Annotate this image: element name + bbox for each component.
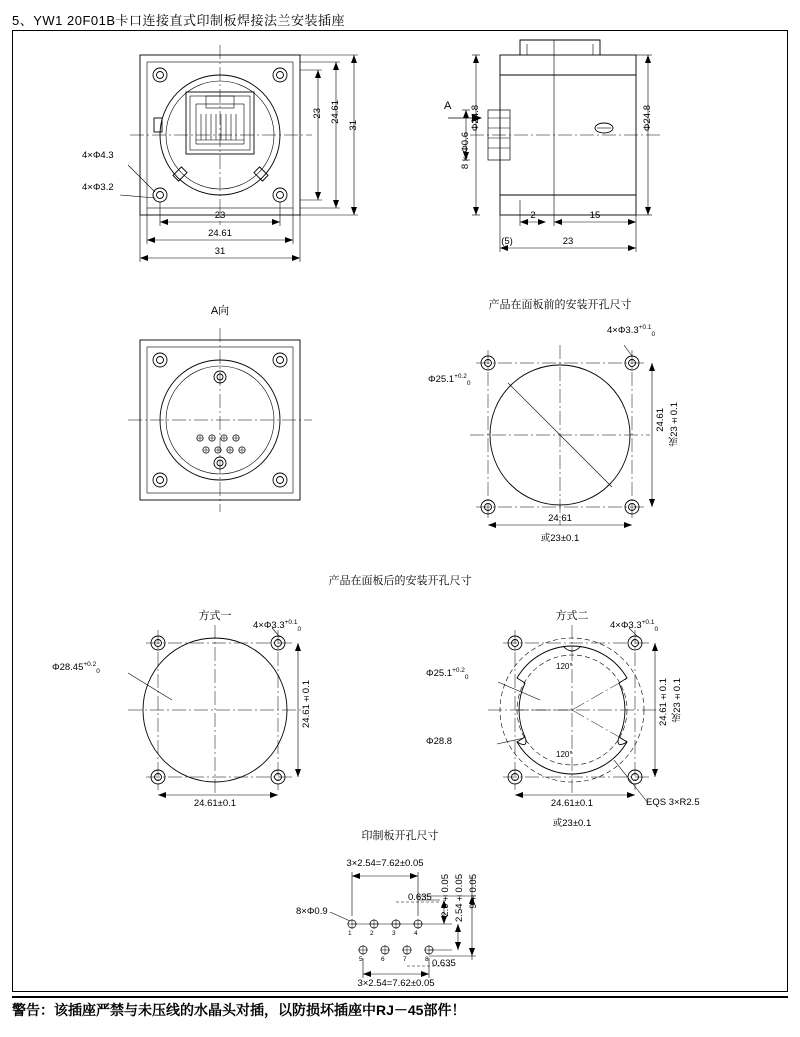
side-dim-23: 23 [562, 236, 574, 247]
panel-front-bore: Φ25.1 [428, 374, 455, 385]
method-two-bore: Φ25.1 [426, 668, 453, 679]
pcb-pin-2: 2 [370, 930, 374, 937]
method-two-caption: 方式二 [555, 610, 589, 622]
side-phi06: 8×Φ0.6 [460, 132, 471, 170]
method-two-holes-sub: 0 [654, 625, 659, 633]
pcb-pin-4: 4 [414, 930, 418, 937]
side-dim-2: 2 [530, 210, 536, 221]
pcb-pin-3: 3 [392, 930, 396, 937]
pcb-pin-7: 7 [403, 956, 407, 963]
panel-front-h-alt: 或23±0.1 [540, 533, 580, 544]
warning-note: 警告：该插座严禁与未压线的水晶头对插，以防损坏插座中RJ－45部件！ [12, 1002, 466, 1018]
footer-divider [12, 996, 788, 998]
pcb-v2: 2.54±0.05 [454, 874, 465, 922]
panel-front-v-main: 24.61 [655, 408, 666, 432]
method-one-holes-sub: 0 [297, 625, 302, 633]
method-two-angle-1: 120° [556, 662, 573, 671]
pcb-pin-8: 8 [425, 956, 429, 963]
method-two-v-alt: 或23±0.1 [672, 678, 683, 723]
front-hole-4x32: 4×Φ3.2 [82, 182, 114, 193]
method-one-bore-sup: +0.2 [83, 660, 97, 668]
method-one-v-main: 24.61±0.1 [301, 680, 312, 728]
method-two-eqs: EQS 3×R2.5 [646, 797, 700, 808]
front-dim-23-h: 23 [214, 210, 226, 221]
side-dim-5: (5) [501, 236, 513, 247]
pcb-pin-6: 6 [381, 956, 385, 963]
pcb-v1: 2.9±0.05 [440, 874, 451, 917]
pcb-offset-bottom: 0.635 [432, 958, 456, 969]
front-dim-31-h: 31 [214, 246, 226, 257]
method-one-bore-sub: 0 [96, 667, 100, 675]
pcb-caption: 印制板开孔尺寸 [361, 830, 439, 842]
method-two-angle-2: 120° [556, 750, 573, 759]
method-one-caption: 方式一 [198, 610, 232, 622]
rear-view-caption: A向 [210, 305, 230, 317]
method-two-v-main: 24.61±0.1 [658, 678, 669, 726]
method-one-bore: Φ28.45 [52, 662, 84, 673]
front-dim-31-v: 31 [348, 120, 359, 131]
method-two-bore-sup: +0.2 [452, 666, 465, 674]
panel-front-h-main: 24.61 [548, 513, 572, 524]
pcb-top-pitch: 3×2.54=7.62±0.05 [346, 858, 424, 869]
panel-front-v-alt: 或23±0.1 [669, 402, 680, 447]
side-arrow-a: A [444, 100, 452, 112]
method-two-h-alt: 或23±0.1 [552, 818, 592, 829]
pcb-pin-5: 5 [359, 956, 363, 963]
method-two-holes-sup: +0.1 [641, 618, 655, 626]
method-two-bore-sub: 0 [464, 673, 469, 681]
pcb-v3: 9±0.05 [468, 874, 479, 909]
pcb-holes: 8×Φ0.9 [296, 906, 328, 917]
panel-front-holes: 4×Φ3.3 [607, 325, 639, 336]
panel-front-holes-sub: 0 [651, 330, 656, 338]
page-title: 5、YW1 20F01B卡口连接直式印制板焊接法兰安装插座 [12, 13, 346, 28]
method-one-holes-sup: +0.1 [284, 618, 298, 626]
panel-front-bore-sub: 0 [466, 379, 471, 387]
pcb-bottom-pitch: 3×2.54=7.62±0.05 [357, 978, 435, 989]
pcb-offset-top: 0.635 [408, 892, 432, 903]
front-dim-23-v: 23 [312, 108, 323, 119]
front-hole-4x43: 4×Φ4.3 [82, 150, 114, 161]
method-one-holes: 4×Φ3.3 [253, 620, 285, 631]
method-two-holes: 4×Φ3.3 [610, 620, 642, 631]
side-phi248-right: Φ24.8 [642, 105, 653, 132]
pcb-pin-1: 1 [348, 930, 352, 937]
front-dim-2461-v: 24.61 [330, 100, 341, 124]
front-dim-2461-h: 24.61 [208, 228, 232, 239]
panel-front-bore-sup: +0.2 [454, 372, 467, 380]
method-one-h-main: 24.61±0.1 [193, 798, 237, 809]
side-phi248-left: Φ24.8 [470, 105, 481, 132]
panel-front-caption: 产品在面板前的安装开孔尺寸 [488, 299, 632, 311]
method-two-h-main: 24.61±0.1 [550, 798, 594, 809]
side-dim-15: 15 [589, 210, 601, 221]
panel-rear-caption: 产品在面板后的安装开孔尺寸 [328, 575, 472, 587]
method-two-bore2: Φ28.8 [426, 736, 453, 747]
panel-front-holes-sup: +0.1 [638, 323, 652, 331]
